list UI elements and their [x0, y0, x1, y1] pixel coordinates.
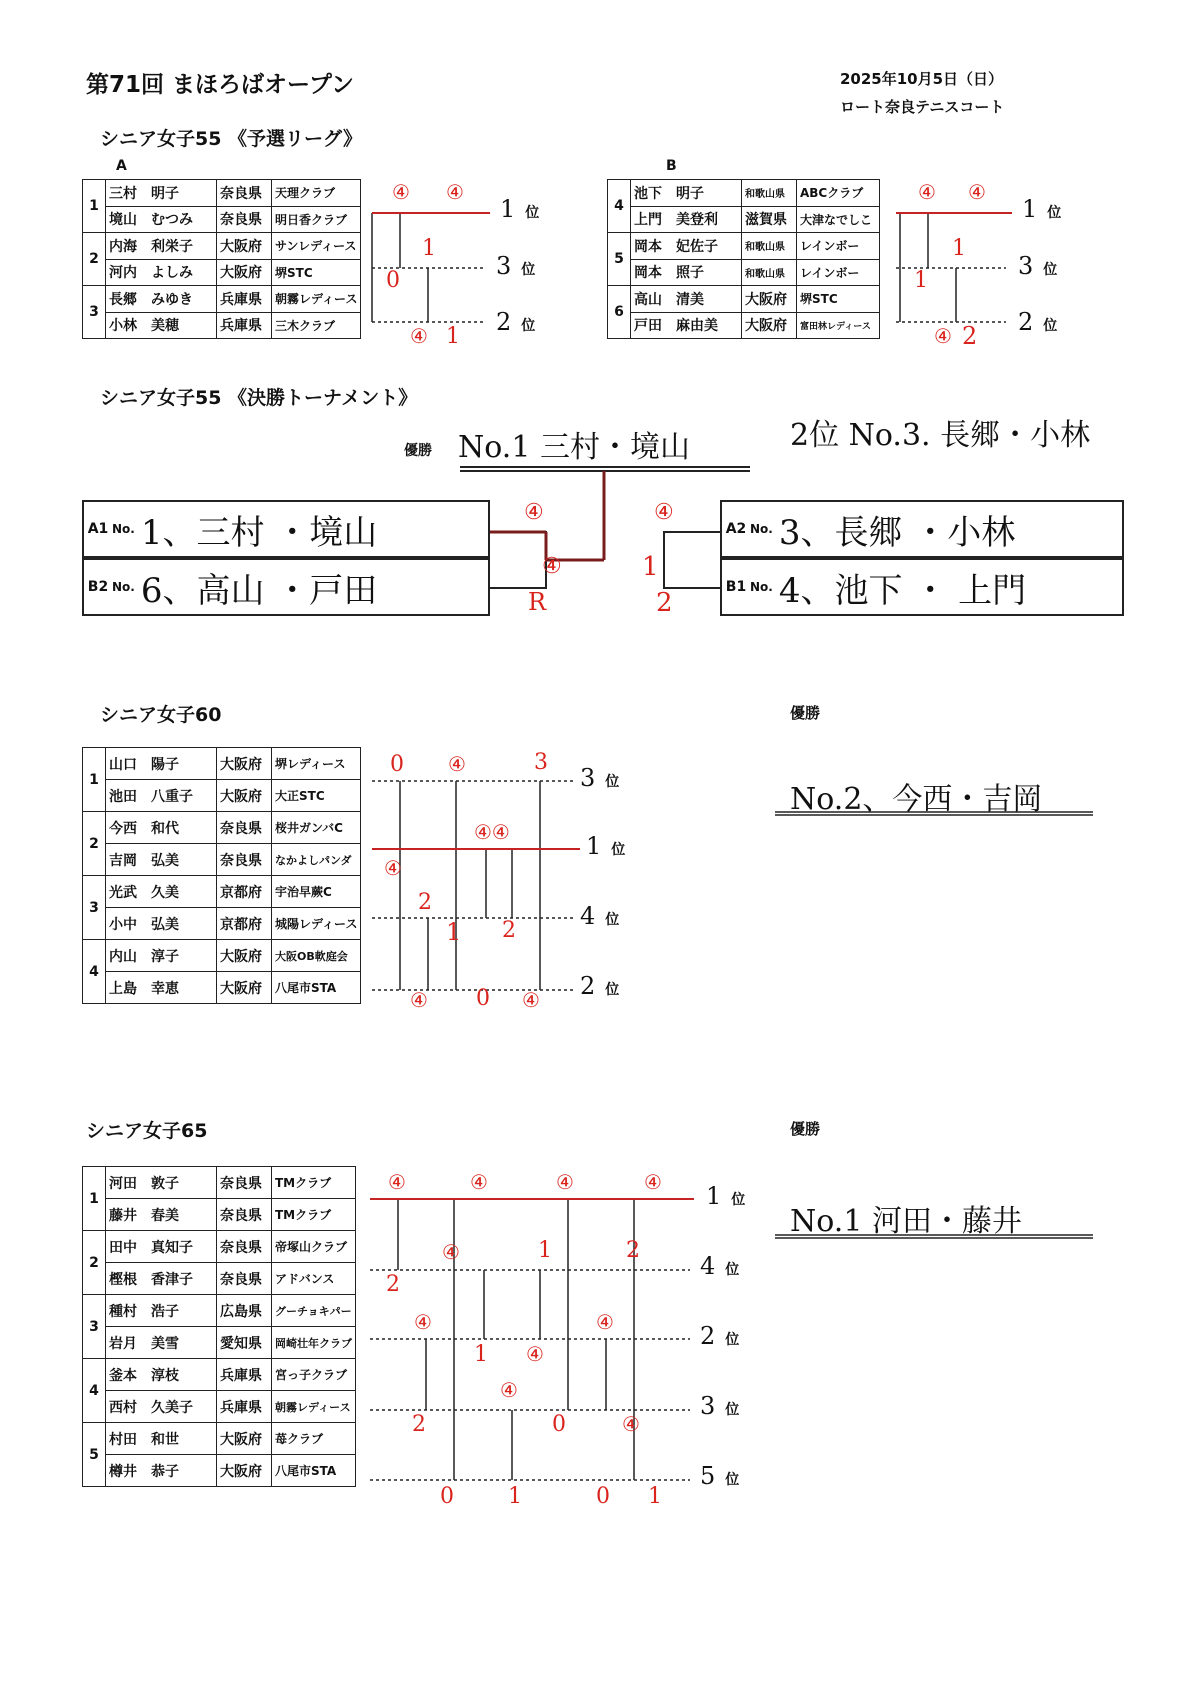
- pair-number: 2: [83, 233, 106, 286]
- pair-number: 2: [83, 1231, 106, 1295]
- score-mark: ④: [500, 1378, 518, 1402]
- player-name: 内海 利栄子: [106, 233, 217, 260]
- player-pref: 和歌山県: [742, 233, 797, 260]
- score-mark: 1: [474, 1342, 488, 1367]
- player-club: TMクラブ: [272, 1199, 356, 1231]
- score-mark: ④: [388, 1170, 406, 1194]
- player-pref: 大阪府: [217, 1423, 272, 1455]
- rank-label: 3 位: [1018, 252, 1058, 280]
- player-name: 藤井 春美: [106, 1199, 217, 1231]
- score-mark: ④: [442, 1240, 460, 1264]
- pair-number: 1: [83, 180, 106, 233]
- table-row: [83, 780, 361, 812]
- player-pref: 大阪府: [217, 259, 272, 286]
- pair-number: 4: [83, 1359, 106, 1423]
- rank-label: 4 位: [580, 902, 620, 930]
- s60-title: シニア女子60: [100, 704, 222, 726]
- score-mark: 1: [538, 1238, 552, 1263]
- player-name: 三村 明子: [106, 180, 217, 207]
- pair-number: 3: [83, 1295, 106, 1359]
- score-mark: ④④: [474, 820, 510, 844]
- s65-table: [82, 1166, 356, 1487]
- player-name: 岡本 妃佐子: [631, 233, 742, 260]
- score-mark: R: [528, 588, 547, 616]
- player-name: 釜本 淳枝: [106, 1359, 217, 1391]
- score-mark: 0: [386, 268, 400, 293]
- player-name: 小中 弘美: [106, 908, 217, 940]
- group-b-label: B: [666, 158, 677, 174]
- rank-label: 3 位: [700, 1392, 740, 1420]
- score-mark: 0: [390, 752, 404, 777]
- player-club: 八尾市STA: [272, 1455, 356, 1487]
- player-name: 山口 陽子: [106, 748, 217, 780]
- score-mark: ④: [918, 180, 936, 204]
- table-row: [83, 1295, 356, 1327]
- player-name: 内山 淳子: [106, 940, 217, 972]
- player-club: 三木クラブ: [272, 312, 361, 339]
- rank-label: 5 位: [700, 1462, 740, 1490]
- score-mark: 1: [446, 918, 462, 946]
- player-pref: 和歌山県: [742, 180, 797, 207]
- rank-label: 2 位: [1018, 308, 1058, 336]
- score-mark: ④: [522, 988, 540, 1012]
- champion-text: No.1 三村・境山: [458, 430, 690, 465]
- rank-label: 4 位: [700, 1252, 740, 1280]
- score-mark: 2: [656, 588, 673, 618]
- player-club: ABCクラブ: [797, 180, 880, 207]
- score-mark: 1: [914, 268, 928, 293]
- player-club: グーチョキパー: [272, 1295, 356, 1327]
- player-pref: 和歌山県: [742, 259, 797, 286]
- player-pref: 愛知県: [217, 1327, 272, 1359]
- player-name: 高山 清美: [631, 286, 742, 313]
- player-club: 岡崎壮年クラブ: [272, 1327, 356, 1359]
- player-pref: 京都府: [217, 908, 272, 940]
- player-name: 池田 八重子: [106, 780, 217, 812]
- player-pref: 奈良県: [217, 1263, 272, 1295]
- player-club: 朝霧レディース: [272, 1391, 356, 1423]
- pair-number: 3: [83, 286, 106, 339]
- score-mark: ④: [414, 1310, 432, 1334]
- player-pref: 奈良県: [217, 1231, 272, 1263]
- player-pref: 滋賀県: [742, 206, 797, 233]
- player-name: 河内 よしみ: [106, 259, 217, 286]
- player-pref: 奈良県: [217, 1199, 272, 1231]
- pair-number: 4: [608, 180, 631, 233]
- score-mark: ④: [556, 1170, 574, 1194]
- champion-label: 優勝: [790, 1120, 821, 1138]
- player-pref: 広島県: [217, 1295, 272, 1327]
- player-club: 堺STC: [797, 286, 880, 313]
- rank-label: 1 位: [1022, 195, 1062, 223]
- table-row: [83, 940, 361, 972]
- player-pref: 京都府: [217, 876, 272, 908]
- player-pref: 大阪府: [742, 312, 797, 339]
- player-pref: 奈良県: [217, 180, 272, 207]
- player-name: 吉岡 弘美: [106, 844, 217, 876]
- player-name: 戸田 麻由美: [631, 312, 742, 339]
- score-mark: ④: [448, 752, 466, 776]
- player-club: 大阪OB軟庭会: [272, 940, 361, 972]
- score-mark: 1: [508, 1484, 522, 1509]
- score-mark: 0: [440, 1484, 454, 1509]
- player-club: 朝霧レディース: [272, 286, 361, 313]
- score-mark: 1: [648, 1484, 662, 1509]
- score-mark: ④: [644, 1170, 662, 1194]
- final-entry-b1: B1 No. 4、池下 ・ 上門: [720, 558, 1124, 616]
- player-club: アドバンス: [272, 1263, 356, 1295]
- table-row: [83, 1359, 356, 1391]
- score-mark: ④: [622, 1412, 640, 1436]
- player-name: 今西 和代: [106, 812, 217, 844]
- table-row: [83, 812, 361, 844]
- group-a-label: A: [116, 158, 127, 174]
- second-place-text: 2位 No.3. 長郷・小林: [790, 418, 1091, 453]
- player-club: 帝塚山クラブ: [272, 1231, 356, 1263]
- player-pref: 大阪府: [217, 780, 272, 812]
- score-mark: ④: [654, 500, 674, 525]
- score-mark: ④: [526, 1342, 544, 1366]
- rank-label: 1 位: [706, 1182, 746, 1210]
- score-mark: ④: [596, 1310, 614, 1334]
- player-name: 種村 浩子: [106, 1295, 217, 1327]
- score-mark: ④: [470, 1170, 488, 1194]
- table-row: [83, 1455, 356, 1487]
- score-mark: 2: [962, 322, 978, 350]
- player-name: 岡本 照子: [631, 259, 742, 286]
- player-pref: 奈良県: [217, 812, 272, 844]
- pair-number: 5: [608, 233, 631, 286]
- rank-label: 2 位: [700, 1322, 740, 1350]
- player-club: TMクラブ: [272, 1167, 356, 1199]
- s65-title: シニア女子65: [86, 1120, 208, 1142]
- player-pref: 兵庫県: [217, 312, 272, 339]
- score-mark: ④: [392, 180, 410, 204]
- score-mark: ④: [524, 500, 544, 525]
- player-pref: 兵庫県: [217, 1391, 272, 1423]
- player-club: 苺クラブ: [272, 1423, 356, 1455]
- player-club: レインボー: [797, 259, 880, 286]
- champion-label: 優勝: [790, 704, 821, 722]
- player-pref: 大阪府: [217, 748, 272, 780]
- score-mark: 0: [552, 1412, 566, 1437]
- score-mark: 2: [412, 1412, 426, 1437]
- rank-label: 3 位: [496, 252, 536, 280]
- table-row: [83, 908, 361, 940]
- player-name: 村田 和世: [106, 1423, 217, 1455]
- table-row: [83, 748, 361, 780]
- rank-label: 2 位: [496, 308, 536, 336]
- table-row: [83, 1263, 356, 1295]
- player-club: レインボー: [797, 233, 880, 260]
- score-mark: 3: [534, 750, 548, 775]
- score-mark: 1: [422, 236, 436, 261]
- table-row: [83, 1327, 356, 1359]
- player-name: 西村 久美子: [106, 1391, 217, 1423]
- player-name: 上門 美登利: [631, 206, 742, 233]
- score-mark: ④: [410, 988, 428, 1012]
- player-name: 光武 久美: [106, 876, 217, 908]
- player-club: 堺レディース: [272, 748, 361, 780]
- score-mark: ④: [384, 856, 402, 880]
- player-name: 長郷 みゆき: [106, 286, 217, 313]
- player-pref: 大阪府: [217, 233, 272, 260]
- player-pref: 大阪府: [217, 1455, 272, 1487]
- player-pref: 大阪府: [217, 940, 272, 972]
- s60-table: [82, 747, 361, 1004]
- table-row: [83, 1167, 356, 1199]
- score-mark: ④: [968, 180, 986, 204]
- event-venue: ロート奈良テニスコート: [840, 98, 1005, 116]
- player-name: 樽井 恭子: [106, 1455, 217, 1487]
- player-pref: 奈良県: [217, 844, 272, 876]
- player-pref: 大阪府: [742, 286, 797, 313]
- player-club: 堺STC: [272, 259, 361, 286]
- player-pref: 奈良県: [217, 206, 272, 233]
- player-name: 河田 敦子: [106, 1167, 217, 1199]
- player-name: 樫根 香津子: [106, 1263, 217, 1295]
- player-pref: 兵庫県: [217, 286, 272, 313]
- pair-number: 2: [83, 812, 106, 876]
- score-mark: ④: [446, 180, 464, 204]
- player-pref: 兵庫県: [217, 1359, 272, 1391]
- champion-text: No.1 河田・藤井: [790, 1204, 1022, 1239]
- champion-label: 優勝: [404, 443, 432, 459]
- player-club: 明日香クラブ: [272, 206, 361, 233]
- player-name: 小林 美穂: [106, 312, 217, 339]
- event-date: 2025年10月5日（日）: [840, 70, 1004, 88]
- player-name: 池下 明子: [631, 180, 742, 207]
- final-entry-a2: A2 No. 3、長郷 ・小林: [720, 500, 1124, 558]
- score-mark: ④: [410, 324, 428, 348]
- score-mark: 2: [502, 918, 516, 943]
- table-row: [83, 972, 361, 1004]
- rank-label: 3 位: [580, 764, 620, 792]
- player-name: 上島 幸恵: [106, 972, 217, 1004]
- player-club: 宇治早蕨C: [272, 876, 361, 908]
- pair-number: 1: [83, 748, 106, 812]
- table-row: [83, 1423, 356, 1455]
- player-club: 大正STC: [272, 780, 361, 812]
- rank-label: 2 位: [580, 972, 620, 1000]
- s55-final-title: シニア女子55 《決勝トーナメント》: [100, 387, 418, 409]
- player-club: 城陽レディース: [272, 908, 361, 940]
- score-mark: 2: [418, 890, 432, 915]
- score-mark: 1: [446, 324, 460, 349]
- player-name: 岩月 美雪: [106, 1327, 217, 1359]
- pair-number: 1: [83, 1167, 106, 1231]
- player-club: 天理クラブ: [272, 180, 361, 207]
- table-row: [83, 844, 361, 876]
- player-club: 宮っ子クラブ: [272, 1359, 356, 1391]
- player-club: なかよしパンダ: [272, 844, 361, 876]
- player-pref: 大阪府: [217, 972, 272, 1004]
- pair-number: 3: [83, 876, 106, 940]
- score-mark: 1: [642, 552, 659, 582]
- champion-text: No.2、今西・吉岡: [790, 782, 1043, 817]
- final-entry-a1: A1 No. 1、三村 ・境山: [82, 500, 490, 558]
- player-pref: 奈良県: [217, 1167, 272, 1199]
- score-mark: 0: [596, 1484, 610, 1509]
- final-entry-b2: B2 No. 6、高山 ・戸田: [82, 558, 490, 616]
- player-club: サンレディース: [272, 233, 361, 260]
- player-name: 田中 真知子: [106, 1231, 217, 1263]
- score-mark: ④: [934, 324, 952, 348]
- score-mark: 2: [626, 1238, 640, 1263]
- s55-title: シニア女子55 《予選リーグ》: [100, 128, 363, 150]
- pair-number: 6: [608, 286, 631, 339]
- player-club: 大津なでしこ: [797, 206, 880, 233]
- score-mark: ④: [542, 554, 562, 579]
- player-name: 境山 むつみ: [106, 206, 217, 233]
- rank-label: 1 位: [586, 832, 626, 860]
- score-mark: 2: [386, 1272, 400, 1297]
- rank-label: 1 位: [500, 195, 540, 223]
- page-title: 第71回 まほろばオープン: [86, 72, 354, 98]
- table-row: [83, 1199, 356, 1231]
- pair-number: 5: [83, 1423, 106, 1487]
- table-row: [83, 1391, 356, 1423]
- table-row: [83, 1231, 356, 1263]
- pair-number: 4: [83, 940, 106, 1004]
- player-club: 八尾市STA: [272, 972, 361, 1004]
- score-mark: 0: [476, 986, 490, 1011]
- player-club: 桜井ガンバC: [272, 812, 361, 844]
- player-club: 富田林レディース: [797, 312, 880, 339]
- score-mark: 1: [952, 236, 966, 261]
- table-row: [83, 876, 361, 908]
